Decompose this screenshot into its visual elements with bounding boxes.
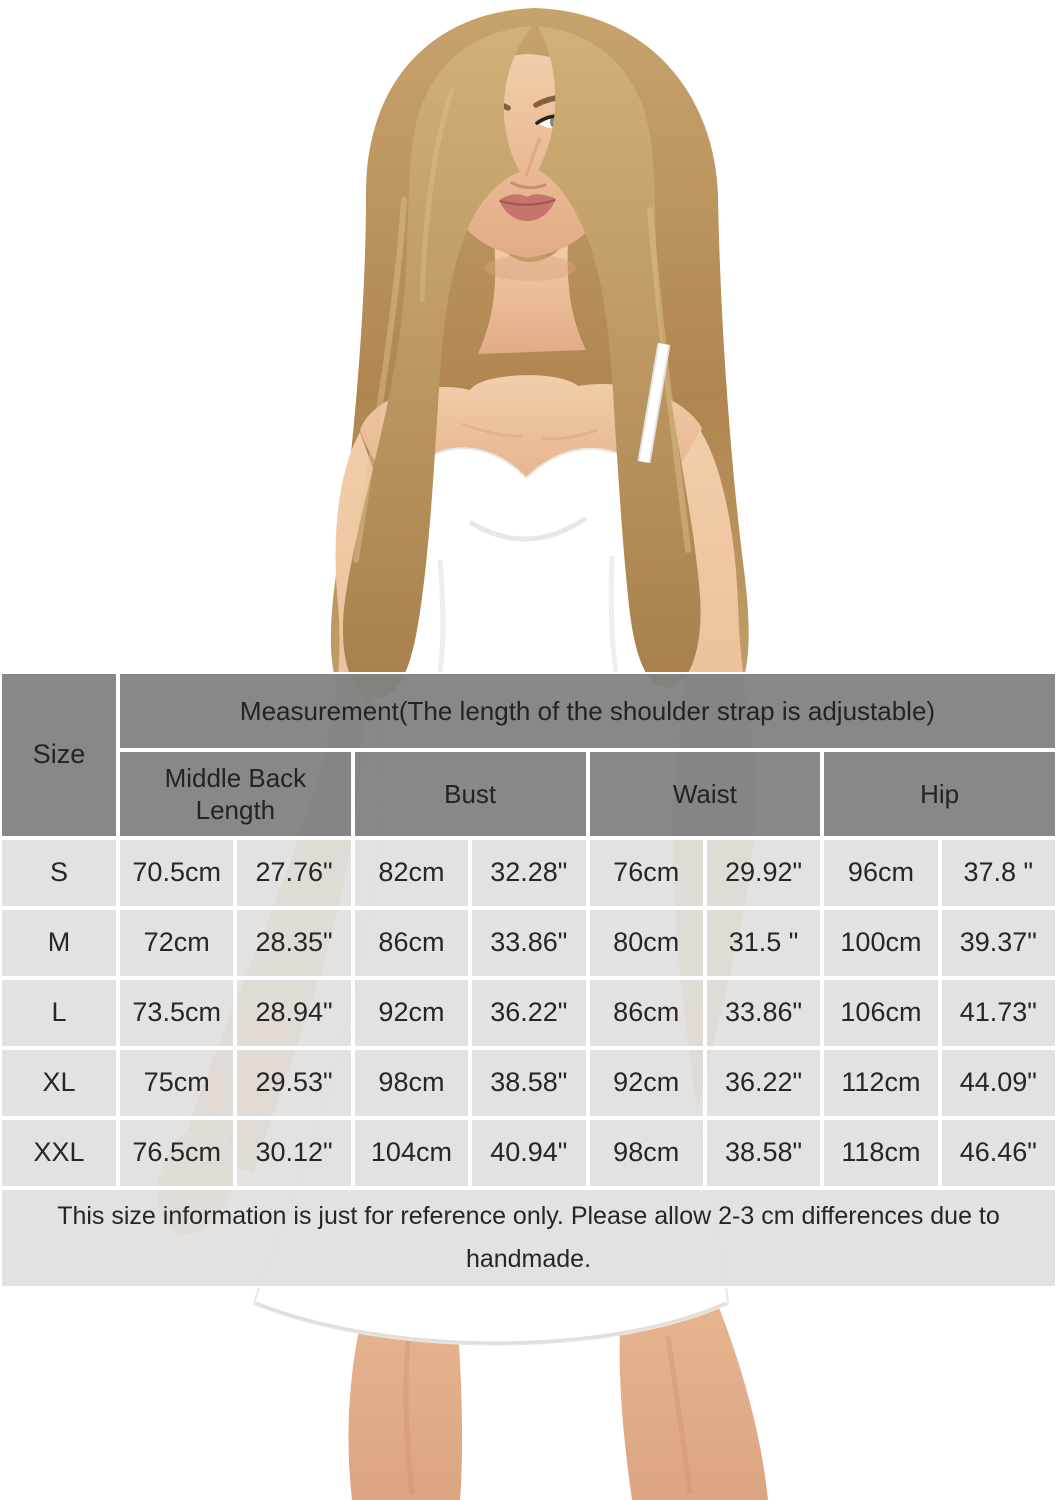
value-cell: 98cm bbox=[588, 1118, 705, 1188]
value-cell: 38.58" bbox=[470, 1048, 587, 1118]
value-cell: 82cm bbox=[353, 838, 470, 908]
value-cell: 40.94" bbox=[470, 1118, 587, 1188]
value-cell: 106cm bbox=[822, 978, 939, 1048]
value-cell: 70.5cm bbox=[118, 838, 235, 908]
size-table bbox=[0, 672, 1057, 1288]
neck-shadow bbox=[484, 255, 576, 281]
value-cell: 30.12" bbox=[235, 1118, 352, 1188]
value-cell: 92cm bbox=[588, 1048, 705, 1118]
value-cell: 44.09" bbox=[940, 1048, 1057, 1118]
size-l-label: L bbox=[0, 978, 118, 1048]
size-xxl-label: XXL bbox=[0, 1118, 118, 1188]
value-cell: 31.5 " bbox=[705, 908, 822, 978]
value-cell: 104cm bbox=[353, 1118, 470, 1188]
value-cell: 38.58" bbox=[705, 1118, 822, 1188]
col-header-bust: Bust bbox=[353, 750, 588, 838]
value-cell: 76cm bbox=[588, 838, 705, 908]
size-m-label: M bbox=[0, 908, 118, 978]
value-cell: 73.5cm bbox=[118, 978, 235, 1048]
value-cell: 41.73" bbox=[940, 978, 1057, 1048]
value-cell: 39.37" bbox=[940, 908, 1057, 978]
value-cell: 28.35" bbox=[235, 908, 352, 978]
value-cell: 27.76" bbox=[235, 838, 352, 908]
size-s-label: S bbox=[0, 838, 118, 908]
value-cell: 86cm bbox=[588, 978, 705, 1048]
value-cell: 75cm bbox=[118, 1048, 235, 1118]
reference-note: This size information is just for reference only. Please allow 2-3 cm differences due to handmade. bbox=[0, 1188, 1057, 1288]
col-header-hip: Hip bbox=[822, 750, 1057, 838]
value-cell: 80cm bbox=[588, 908, 705, 978]
value-cell: 46.46" bbox=[940, 1118, 1057, 1188]
value-cell: 100cm bbox=[822, 908, 939, 978]
col-header-waist: Waist bbox=[588, 750, 823, 838]
dress-fold-left bbox=[440, 560, 443, 672]
value-cell: 76.5cm bbox=[118, 1118, 235, 1188]
col-header-middle-back-length: Middle Back Length bbox=[118, 750, 353, 838]
value-cell: 36.22" bbox=[705, 1048, 822, 1118]
value-cell: 32.28" bbox=[470, 838, 587, 908]
value-cell: 92cm bbox=[353, 978, 470, 1048]
value-cell: 29.92" bbox=[705, 838, 822, 908]
value-cell: 33.86" bbox=[470, 908, 587, 978]
value-cell: 29.53" bbox=[235, 1048, 352, 1118]
size-xl-label: XL bbox=[0, 1048, 118, 1118]
value-cell: 118cm bbox=[822, 1118, 939, 1188]
size-column-header: Size bbox=[0, 672, 118, 838]
value-cell: 72cm bbox=[118, 908, 235, 978]
value-cell: 112cm bbox=[822, 1048, 939, 1118]
value-cell: 86cm bbox=[353, 908, 470, 978]
value-cell: 28.94" bbox=[235, 978, 352, 1048]
value-cell: 36.22" bbox=[470, 978, 587, 1048]
measurement-header: Measurement(The length of the shoulder strap is adjustable) bbox=[118, 672, 1057, 750]
value-cell: 37.8 " bbox=[940, 838, 1057, 908]
value-cell: 33.86" bbox=[705, 978, 822, 1048]
value-cell: 98cm bbox=[353, 1048, 470, 1118]
value-cell: 96cm bbox=[822, 838, 939, 908]
